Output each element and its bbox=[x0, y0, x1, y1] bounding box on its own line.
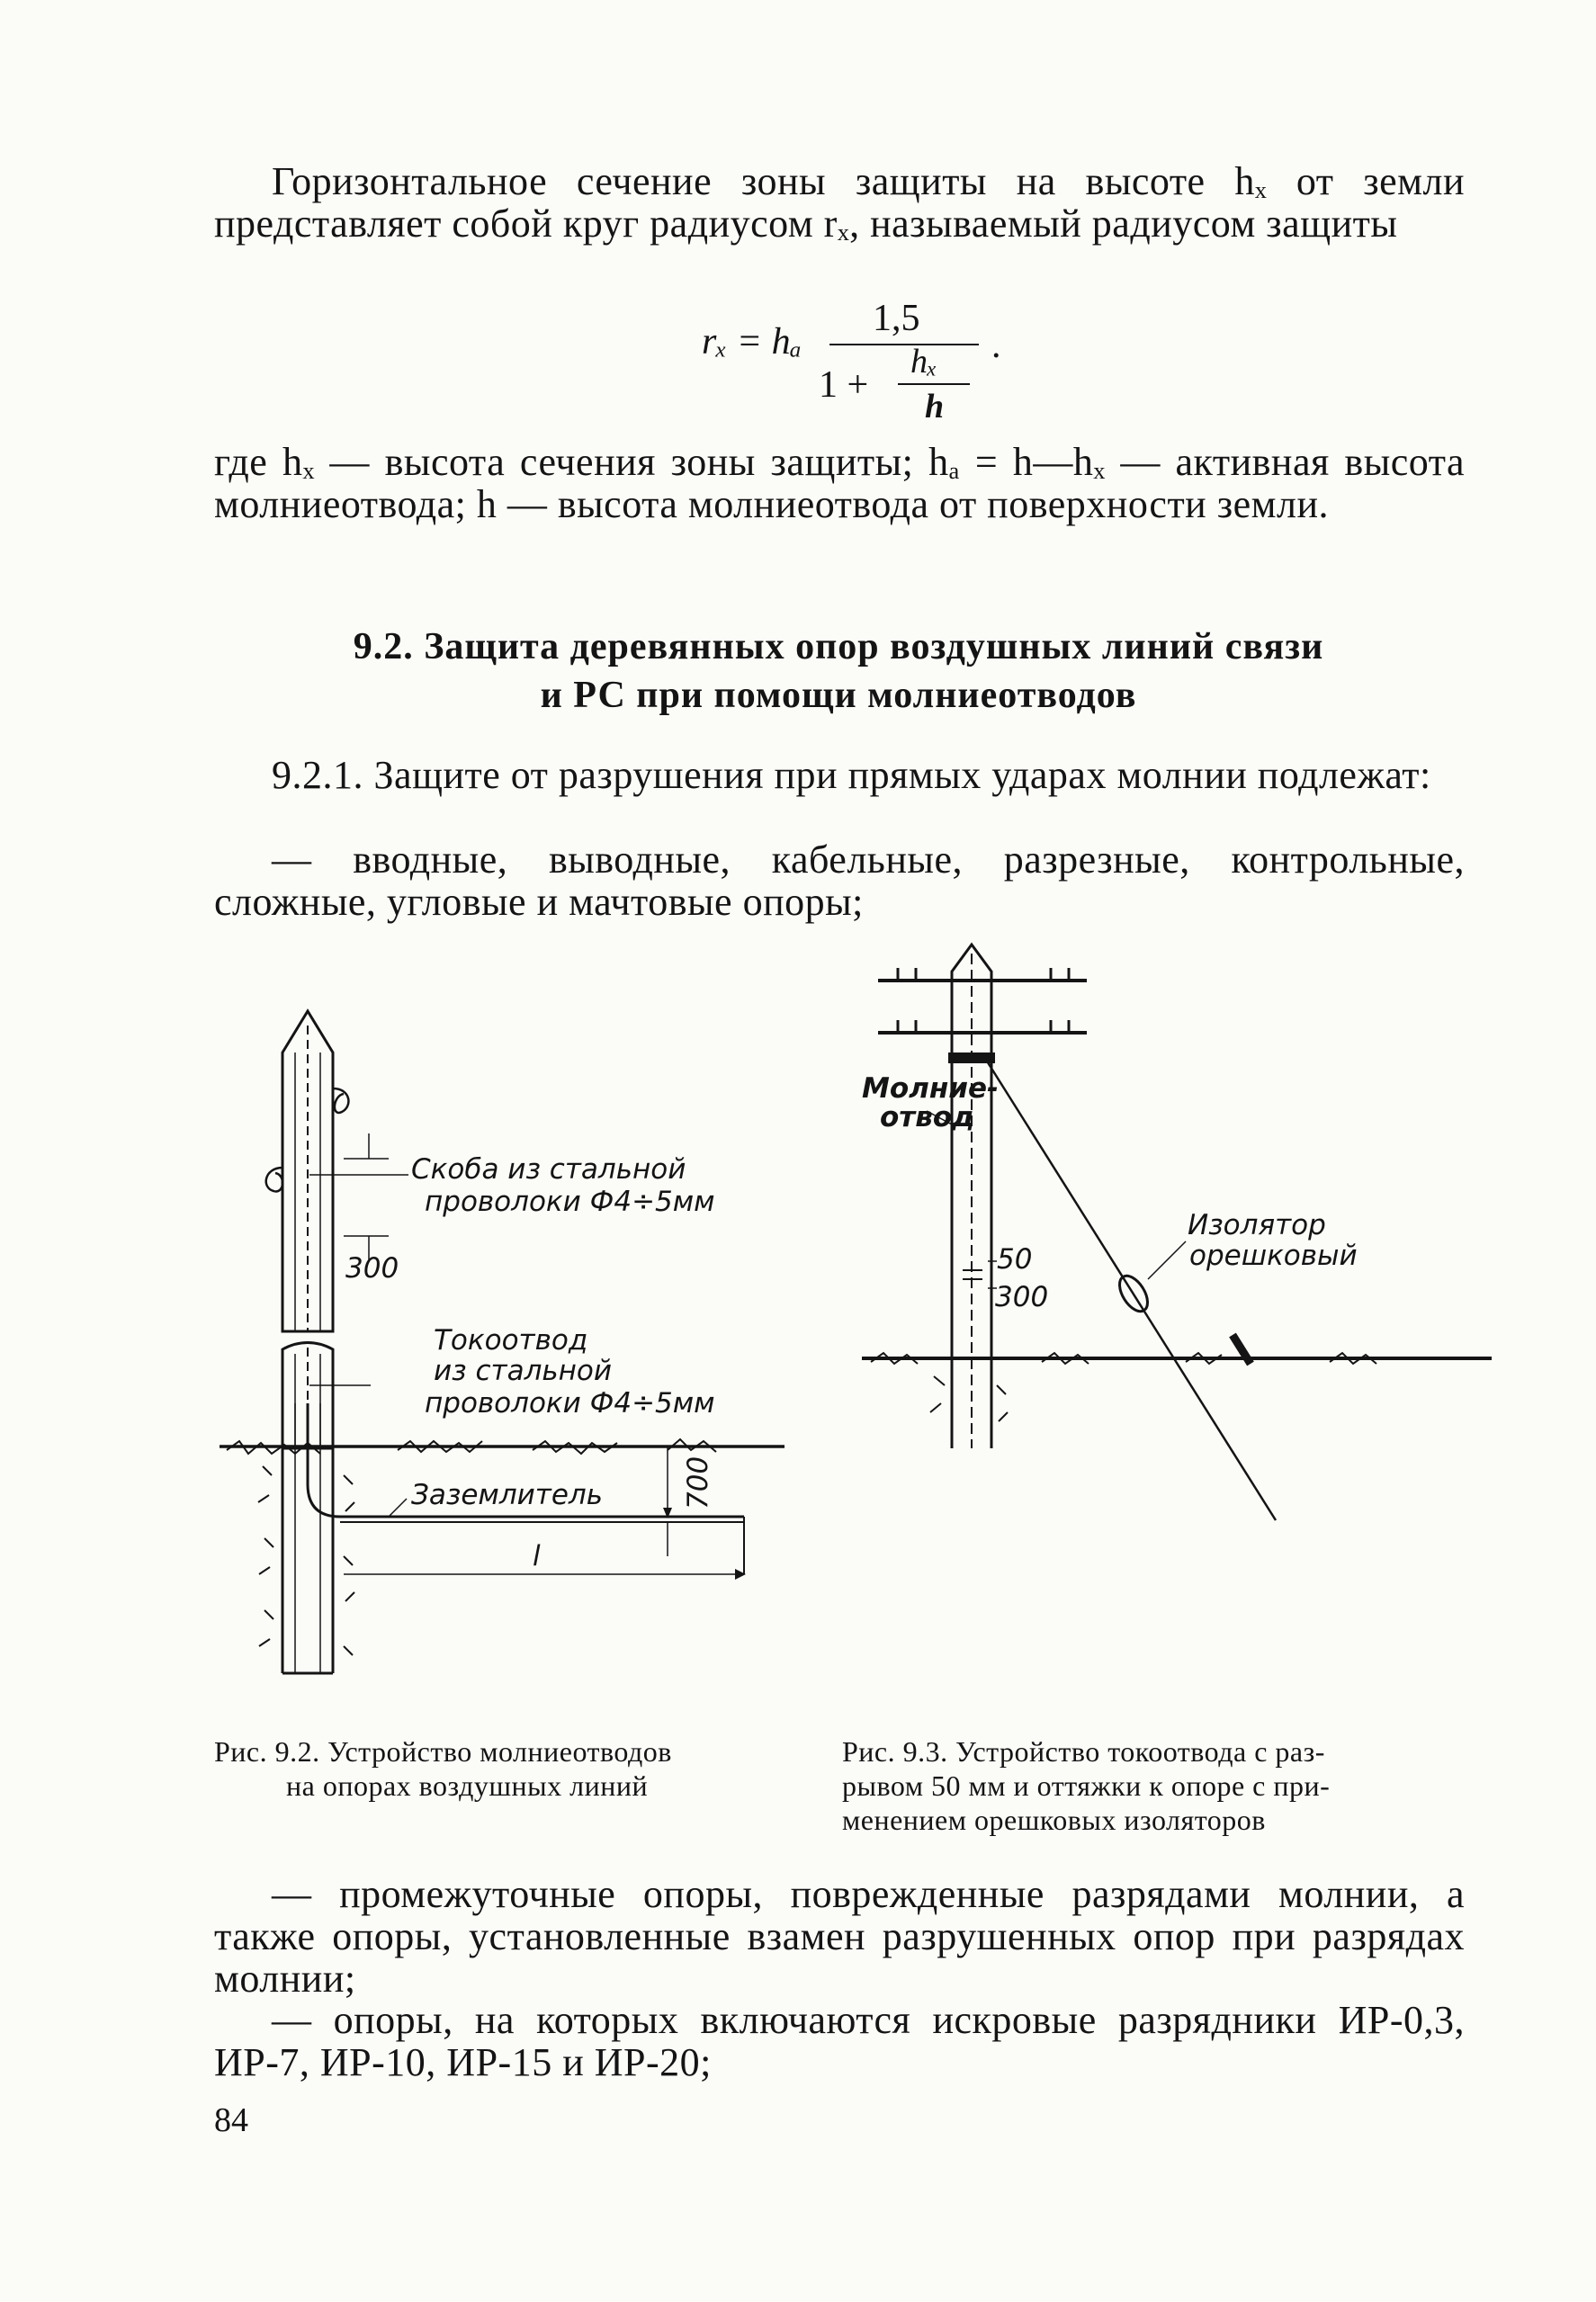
paragraph-zone-section: Горизонтальное сечение зоны защиты на высоте hₓ от земли представляет собой круг радиусом rₓ, называемый радиусом защиты bbox=[214, 159, 1465, 246]
label-staple-line1: Скоба из стальной bbox=[411, 1153, 686, 1186]
label-rod-line1: Молние- bbox=[862, 1072, 999, 1105]
label-rod-line2: отвод bbox=[880, 1101, 975, 1133]
caption-fig-9-2-line1: Рис. 9.2. Устройство молниеотводов bbox=[214, 1735, 672, 1768]
left-staple-2 bbox=[266, 1168, 282, 1191]
formula-inner-numerator: hₓ bbox=[910, 343, 937, 381]
label-dim-300-right: 300 bbox=[995, 1281, 1049, 1313]
left-staple-1 bbox=[333, 1088, 348, 1113]
formula-denominator-prefix: 1 + bbox=[819, 364, 869, 406]
section-heading-line2: и РС при помощи молниеотводов bbox=[540, 675, 1137, 716]
section-heading-line1: 9.2. Защита деревянных опор воздушных линий связи bbox=[353, 626, 1324, 667]
label-dim-700: 700 bbox=[682, 1456, 714, 1509]
label-staple-line2: проволоки Ф4÷5мм bbox=[425, 1186, 715, 1218]
caption-fig-9-3-line3: менением орешковых изоляторов bbox=[842, 1804, 1266, 1836]
caption-fig-9-3-line2: рывом 50 мм и оттяжки к опоре с при- bbox=[842, 1769, 1331, 1802]
formula-numerator: 1,5 bbox=[873, 298, 920, 339]
page-number: 84 bbox=[214, 2101, 248, 2139]
label-dim-50: 50 bbox=[997, 1243, 1033, 1276]
paragraph-list-item-2: — промежуточные опоры, поврежденные разрядами молнии, а также опоры, установленные взамен разрушенных опор при разрядах молнии; bbox=[214, 1872, 1465, 2001]
caption-fig-9-2-line2: на опорах воздушных линий bbox=[286, 1769, 649, 1802]
label-down-line2: из стальной bbox=[434, 1355, 613, 1387]
label-insulator-line2: орешковый bbox=[1189, 1240, 1358, 1272]
label-earth-electrode: Заземлитель bbox=[411, 1479, 603, 1511]
formula-inner-bar bbox=[898, 383, 970, 385]
label-dim-l: l bbox=[533, 1540, 541, 1572]
formula-inner-denominator: h bbox=[925, 388, 945, 425]
paragraph-list-item-1: — вводные, выводные, кабельные, разрезные, контрольные, сложные, угловые и мачтовые опоры; bbox=[214, 837, 1465, 924]
figure-9-3-drawing bbox=[862, 945, 1492, 1448]
paragraph-where: где hₓ — высота сечения зоны защиты; hₐ = h—hₓ — активная высота молниеотвода; h — высота молниеотвода от поверхности земли. bbox=[214, 440, 1465, 526]
figure-9-2-drawing bbox=[209, 999, 802, 1448]
paragraph-921: 9.2.1. Защите от разрушения при прямых ударах молнии подлежат: bbox=[272, 753, 1431, 797]
formula-lhs: rₓ = hₐ bbox=[702, 321, 802, 363]
label-down-line3: проволоки Ф4÷5мм bbox=[425, 1387, 715, 1420]
paragraph-list-item-3: — опоры, на которых включаются искровые разрядники ИР-0,3, ИР-7, ИР-10, ИР-15 и ИР-20; bbox=[214, 1998, 1465, 2084]
label-down-line1: Токоотвод bbox=[434, 1324, 588, 1357]
caption-fig-9-3-line1: Рис. 9.3. Устройство токоотвода с раз- bbox=[842, 1735, 1325, 1768]
formula-radius bbox=[702, 297, 1026, 441]
figure-9-2-ground bbox=[209, 1403, 802, 1709]
formula-main-bar bbox=[829, 344, 979, 345]
label-dim-300-left: 300 bbox=[345, 1252, 399, 1285]
label-insulator-line1: Изолятор bbox=[1188, 1209, 1326, 1241]
formula-trail: . bbox=[991, 325, 1001, 366]
